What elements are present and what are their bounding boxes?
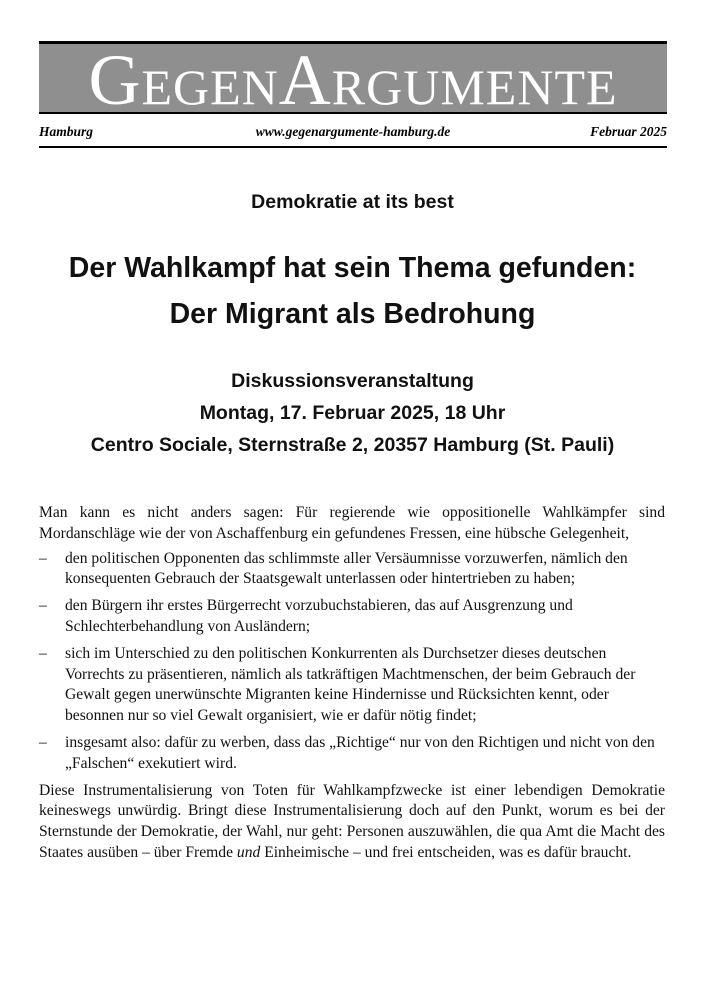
list-dash: – — [39, 549, 47, 567]
list-item-text: sich im Unterschied zu den politischen Konkurrenten als Durchsetzer dieses deutschen Vorrechts zu präsentieren, nämlich als tatkräftigen Machtmenschen, der beim Gebrauch der Gewalt gegen unerwünschte Migranten keine Hindernisse und Rücksichten kennt, oder besonnen nur so viel Gewalt organisiert, wie er dafür nötig findet; — [65, 644, 636, 725]
masthead-city: Hamburg — [39, 124, 94, 139]
list-item-text: insgesamt also: dafür zu werben, dass das „Richtige“ nur von den Richtigen und nicht von den „Falschen“ exekutiert wird. — [65, 733, 655, 772]
masthead-rule — [39, 146, 667, 148]
headline-line-2: Der Migrant als Bedrohung — [169, 298, 536, 330]
event-type: Diskussionsveranstaltung — [231, 370, 474, 392]
closing-paragraph — [39, 781, 665, 864]
logo-letter-a: A — [278, 41, 332, 114]
masthead-meta-row — [39, 124, 667, 144]
headline-line-1: Der Wahlkampf hat sein Thema gefunden: — [68, 252, 637, 284]
main-headline — [0, 245, 705, 337]
kicker-heading: Demokratie at its best — [251, 191, 454, 213]
closing-emphasis: und — [236, 843, 261, 861]
logo-letters-rgumente: RGUMENTE — [331, 59, 618, 114]
article-body — [39, 503, 665, 864]
closing-text-start: Diese Instrumentalisierung von Toten für Wahlkampfzwecke ist einer lebendigen Demokratie keineswegs unwürdig. Bringt diese Instrumentalisierung doch auf den Punkt, worum es bei der Sternstunde der Demokratie, der Wahl, nur geht: Personen auszuwählen, die qua Amt die Macht des Staates ausüben – über Fremde — [39, 781, 665, 861]
list-item — [39, 549, 665, 591]
event-info — [0, 365, 705, 461]
list-item — [39, 596, 665, 638]
closing-text-end: Einheimische – und frei entscheiden, was es dafür braucht. — [260, 843, 632, 861]
intro-paragraph: Man kann es nicht anders sagen: Für regierende wie oppositionelle Wahlkämpfer sind Mordanschläge wie der von Aschaffenburg ein gefundenes Fressen, eine hübsche Gelegenheit, — [39, 504, 665, 542]
argument-list — [39, 549, 665, 775]
masthead-banner — [39, 41, 667, 114]
list-dash: – — [39, 733, 47, 751]
list-item — [39, 733, 665, 775]
logo-letter-g: G — [88, 41, 142, 114]
event-datetime: Montag, 17. Februar 2025, 18 Uhr — [199, 402, 506, 424]
logo-letters-egen: EGEN — [141, 59, 279, 114]
list-dash: – — [39, 644, 47, 662]
masthead-date: Februar 2025 — [590, 124, 667, 139]
event-location: Centro Sociale, Sternstraße 2, 20357 Hamburg (St. Pauli) — [90, 434, 615, 456]
masthead-logo — [39, 41, 667, 114]
masthead-url: www.gegenargumente-hamburg.de — [255, 124, 451, 139]
list-dash: – — [39, 597, 47, 615]
list-item-text: den Bürgern ihr erstes Bürgerrecht vorzubuchstabieren, das auf Ausgrenzung und Schlechterbehandlung von Ausländern; — [65, 597, 573, 635]
list-item — [39, 644, 665, 727]
list-item-text: den politischen Opponenten das schlimmste aller Versäumnisse vorzuwerfen, nämlich den konsequenten Gebrauch der Staatsgewalt unterlassen oder hintertrieben zu haben; — [65, 549, 628, 588]
